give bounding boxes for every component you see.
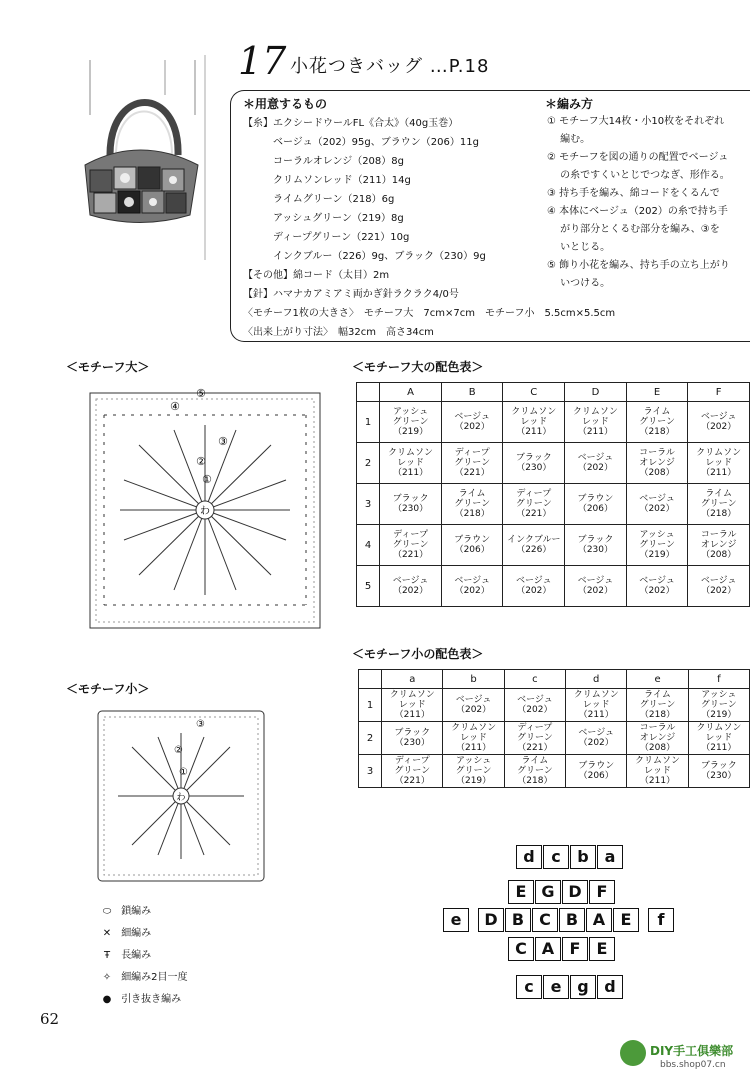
- layout-motif-cell: E: [589, 937, 615, 961]
- color-name: ブラック: [700, 761, 737, 771]
- round-label: ①: [202, 473, 212, 486]
- color-name: レッド: [705, 458, 733, 468]
- color-name: レッド: [644, 766, 671, 776]
- small-color-table: [358, 669, 750, 788]
- color-cell: [688, 484, 750, 525]
- color-code: （226）: [516, 545, 552, 555]
- color-code: （211）: [392, 468, 429, 478]
- ring-mark: わ: [176, 793, 186, 803]
- layout-motif-cell: F: [589, 880, 615, 904]
- row-header: 3: [357, 484, 380, 525]
- column-header: e: [627, 670, 688, 689]
- color-code: （202）: [454, 586, 490, 596]
- layout-motif-cell: F: [562, 937, 588, 961]
- color-cell: [626, 402, 688, 443]
- finished-size: 〈出来上がり寸法〉 幅32cm 高さ34cm: [243, 327, 434, 338]
- color-code: （219）: [701, 710, 737, 720]
- instruction-line: がり部分とくるむ部分を編み、③を: [547, 224, 720, 235]
- color-cell: [503, 443, 565, 484]
- layout-motif-cell: f: [648, 908, 674, 932]
- color-cell: [380, 525, 442, 566]
- layout-motif-cell: C: [532, 908, 558, 932]
- color-code: （221）: [394, 776, 430, 786]
- color-name: ライム: [458, 489, 486, 499]
- color-name: グリーン: [639, 700, 676, 710]
- color-code: （230）: [392, 504, 429, 514]
- color-name: アッシュ: [392, 407, 429, 417]
- color-cell: [443, 689, 504, 722]
- color-code: （230）: [701, 771, 737, 781]
- color-name: レッド: [582, 700, 610, 710]
- color-line: インクブルー（226）9g、ブラック（230）9g: [273, 251, 486, 262]
- color-cell: [443, 755, 504, 788]
- color-name: アッシュ: [455, 756, 492, 766]
- color-name: グリーン: [639, 417, 675, 427]
- color-cell: [441, 443, 503, 484]
- color-name: グリーン: [516, 766, 553, 776]
- color-line: コーラルオレンジ（208）8g: [273, 156, 404, 167]
- color-name: アッシュ: [701, 690, 737, 700]
- color-code: （211）: [701, 468, 737, 478]
- layout-motif-cell: d: [597, 975, 623, 999]
- color-cell: [380, 443, 442, 484]
- instruction-line: ④ 本体にベージュ（202）の糸で持ち手: [547, 206, 728, 217]
- color-cell: [688, 443, 750, 484]
- color-code: （202）: [578, 738, 614, 748]
- color-code: （219）: [455, 776, 492, 786]
- needle-line: 【針】ハマナカアミアミ両かぎ針ラクラク4/0号: [243, 289, 459, 300]
- color-code: （221）: [454, 468, 490, 478]
- page-title: 小花つきバッグ …P.18: [290, 56, 490, 77]
- instruction-line: ⑤ 飾り小花を編み、持ち手の立ち上がり: [547, 260, 730, 271]
- color-name: ライム: [705, 489, 733, 499]
- color-code: （218）: [639, 710, 676, 720]
- color-name: グリーン: [454, 499, 491, 509]
- yarn-line: 【糸】エクシードウールFL《合太》（40g玉巻）: [243, 118, 459, 129]
- layout-motif-cell: a: [597, 845, 623, 869]
- color-cell: [503, 566, 565, 607]
- materials-box: [230, 90, 750, 342]
- column-header: B: [441, 383, 503, 402]
- color-code: （211）: [578, 710, 614, 720]
- motif-small-label: ＜モチーフ小＞: [66, 682, 150, 696]
- round-label: ③: [218, 435, 228, 448]
- pattern-number: 17: [238, 39, 287, 83]
- color-code: （202）: [577, 586, 614, 596]
- color-line: クリムソンレッド（211）14g: [273, 175, 411, 186]
- column-header: b: [443, 670, 504, 689]
- color-code: （230）: [577, 545, 614, 555]
- color-cell: [441, 402, 503, 443]
- color-cell: [504, 689, 565, 722]
- watermark-title: DIY手工俱樂部: [650, 1044, 734, 1058]
- color-name: コーラル: [639, 448, 675, 458]
- color-code: （211）: [577, 427, 614, 437]
- color-line: ライムグリーン（218）6g: [273, 194, 395, 205]
- color-code: （202）: [516, 586, 552, 596]
- table-corner: [357, 383, 380, 402]
- layout-motif-cell: c: [543, 845, 569, 869]
- color-cell: [688, 722, 749, 755]
- color-name: グリーン: [454, 458, 491, 468]
- color-name: クリムソン: [635, 756, 681, 766]
- color-name: ディープ: [517, 723, 553, 733]
- legend-item: [96, 968, 188, 983]
- color-code: （219）: [392, 427, 429, 437]
- color-cell: [626, 525, 688, 566]
- color-name: ベージュ: [700, 576, 737, 586]
- double-crochet-icon: Ŧ: [103, 950, 111, 961]
- color-code: （230）: [516, 463, 552, 473]
- color-name: グリーン: [516, 733, 553, 743]
- motif-large-label: ＜モチーフ大＞: [66, 360, 150, 374]
- instruction-line: の糸ですくいとじでつなぎ、形作る。: [547, 170, 730, 181]
- legend-item: [96, 902, 151, 917]
- color-name: ディープ: [394, 756, 430, 766]
- color-name: インクブルー: [507, 535, 561, 545]
- legend-label: 引き抜き編み: [121, 994, 182, 1005]
- color-name: クリムソン: [511, 407, 557, 417]
- table-corner: [359, 670, 382, 689]
- page-number: 62: [40, 1010, 60, 1028]
- color-cell: [565, 484, 627, 525]
- color-name: ベージュ: [577, 576, 614, 586]
- column-header: d: [566, 670, 627, 689]
- legend-item: [96, 924, 151, 939]
- column-header: E: [626, 383, 688, 402]
- color-cell: [566, 755, 627, 788]
- color-cell: [380, 566, 442, 607]
- color-cell: [382, 689, 443, 722]
- legend-item: [96, 990, 181, 1005]
- layout-motif-cell: A: [535, 937, 561, 961]
- color-cell: [627, 722, 688, 755]
- color-name: ブラウン: [578, 761, 615, 771]
- color-code: （202）: [701, 422, 737, 432]
- round-label: ②: [174, 745, 183, 756]
- color-cell: [626, 443, 688, 484]
- motif-small-chart: [92, 705, 272, 890]
- color-code: （206）: [577, 504, 614, 514]
- color-code: （211）: [455, 743, 492, 753]
- color-name: オレンジ: [639, 733, 676, 743]
- color-code: （211）: [516, 427, 552, 437]
- legend-item: [96, 946, 151, 961]
- instruction-line: ③ 持ち手を編み、綿コードをくるんで: [547, 188, 720, 199]
- color-code: （208）: [701, 550, 737, 560]
- color-cell: [565, 525, 627, 566]
- color-name: レッド: [460, 733, 488, 743]
- layout-motif-cell: D: [478, 908, 504, 932]
- ring-mark: わ: [200, 506, 210, 517]
- color-name: ベージュ: [700, 412, 737, 422]
- color-code: （219）: [639, 550, 675, 560]
- color-cell: [441, 566, 503, 607]
- legend-label: 細編み2目一度: [121, 972, 188, 983]
- bag-photo: [70, 55, 215, 260]
- color-cell: [627, 689, 688, 722]
- color-name: ベージュ: [392, 576, 429, 586]
- column-header: D: [565, 383, 627, 402]
- color-name: コーラル: [639, 723, 676, 733]
- row-header: 2: [357, 443, 380, 484]
- layout-motif-cell: g: [570, 975, 596, 999]
- color-name: ブラック: [394, 728, 431, 738]
- color-name: オレンジ: [700, 540, 737, 550]
- color-name: ブラック: [392, 494, 429, 504]
- color-cell: [382, 722, 443, 755]
- color-code: （202）: [639, 586, 675, 596]
- layout-motif-cell: A: [586, 908, 612, 932]
- color-name: ブラウン: [577, 494, 614, 504]
- color-name: クリムソン: [696, 448, 742, 458]
- color-code: （206）: [578, 771, 614, 781]
- color-code: （206）: [454, 545, 490, 555]
- color-name: クリムソン: [572, 407, 618, 417]
- layout-motif-cell: D: [562, 880, 588, 904]
- round-label: ④: [170, 400, 180, 413]
- color-code: （218）: [454, 509, 490, 519]
- round-label: ③: [196, 719, 205, 730]
- layout-motif-cell: d: [516, 845, 542, 869]
- color-code: （218）: [701, 509, 737, 519]
- color-name: クリムソン: [388, 448, 434, 458]
- color-name: レッド: [705, 733, 733, 743]
- color-code: （208）: [639, 468, 675, 478]
- column-header: a: [382, 670, 443, 689]
- color-name: レッド: [520, 417, 548, 427]
- color-name: ベージュ: [455, 695, 492, 705]
- color-line: アッシュグリーン（219）8g: [273, 213, 404, 224]
- color-cell: [443, 722, 504, 755]
- color-code: （202）: [392, 586, 429, 596]
- layout-motif-cell: b: [570, 845, 596, 869]
- color-name: ブラック: [577, 535, 614, 545]
- watermark-logo-icon: [620, 1040, 646, 1066]
- layout-motif-cell: G: [535, 880, 561, 904]
- color-name: ベージュ: [639, 576, 675, 586]
- color-cell: [627, 755, 688, 788]
- row-header: 2: [359, 722, 382, 755]
- color-name: レッド: [398, 700, 426, 710]
- color-name: グリーン: [700, 700, 737, 710]
- color-cell: [565, 566, 627, 607]
- instruction-line: いつける。: [547, 278, 611, 289]
- color-code: （218）: [517, 776, 553, 786]
- color-cell: [688, 402, 750, 443]
- color-cell: [626, 566, 688, 607]
- color-name: ライム: [644, 690, 671, 700]
- color-cell: [688, 525, 750, 566]
- color-name: クリムソン: [451, 723, 497, 733]
- layout-motif-cell: B: [505, 908, 531, 932]
- instruction-line: ① モチーフ大14枚・小10枚をそれぞれ: [547, 116, 725, 127]
- color-code: （202）: [577, 463, 614, 473]
- color-name: グリーン: [639, 540, 675, 550]
- column-header: c: [504, 670, 565, 689]
- color-code: （211）: [639, 776, 676, 786]
- color-name: グリーン: [392, 540, 429, 550]
- watermark: [620, 1040, 746, 1080]
- row-header: 1: [357, 402, 380, 443]
- motif-size: 〈モチーフ1枚の大きさ〉 モチーフ大 7cm×7cm モチーフ小 5.5cm×5.5cm: [243, 308, 616, 319]
- color-cell: [380, 484, 442, 525]
- row-header: 1: [359, 689, 382, 722]
- color-name: レッド: [581, 417, 609, 427]
- color-code: （221）: [392, 550, 429, 560]
- color-name: ブラック: [515, 453, 552, 463]
- color-cell: [566, 722, 627, 755]
- column-header: f: [688, 670, 749, 689]
- large-color-table: [356, 382, 750, 607]
- single-crochet-icon: ✕: [102, 928, 112, 939]
- column-header: F: [688, 383, 750, 402]
- color-name: ディープ: [516, 489, 552, 499]
- color-cell: [382, 755, 443, 788]
- color-cell: [504, 722, 565, 755]
- legend-label: 鎖編み: [121, 906, 152, 917]
- color-code: （221）: [516, 509, 552, 519]
- color-name: グリーン: [455, 766, 492, 776]
- large-table-label: ＜モチーフ大の配色表＞: [352, 360, 484, 374]
- color-code: （218）: [639, 427, 675, 437]
- color-line: ディープグリーン（221）10g: [273, 232, 410, 243]
- layout-motif-cell: B: [559, 908, 585, 932]
- color-cell: [688, 689, 749, 722]
- color-name: ベージュ: [578, 728, 615, 738]
- row-header: 3: [359, 755, 382, 788]
- color-name: グリーン: [392, 417, 429, 427]
- color-name: グリーン: [700, 499, 737, 509]
- color-name: レッド: [397, 458, 424, 468]
- instructions-heading: ＊編み方: [545, 97, 594, 111]
- color-cell: [626, 484, 688, 525]
- color-name: アッシュ: [639, 530, 675, 540]
- round-label: ①: [179, 767, 188, 778]
- color-code: （211）: [701, 743, 737, 753]
- slip-stitch-icon: ●: [102, 994, 112, 1005]
- round-label: ⑤: [196, 387, 206, 400]
- color-cell: [688, 566, 750, 607]
- color-name: コーラル: [700, 530, 737, 540]
- color-name: ベージュ: [454, 412, 490, 422]
- color-code: （202）: [455, 705, 492, 715]
- other-materials: 【その他】綿コード（太目）2m: [243, 270, 390, 281]
- color-name: クリムソン: [573, 690, 619, 700]
- layout-motif-cell: c: [516, 975, 542, 999]
- row-header: 4: [357, 525, 380, 566]
- instruction-line: 編む。: [547, 134, 591, 145]
- instruction-line: いとじる。: [547, 242, 611, 253]
- color-name: ディープ: [393, 530, 428, 540]
- layout-motif-cell: C: [508, 937, 534, 961]
- color-name: オレンジ: [639, 458, 675, 468]
- color-cell: [504, 755, 565, 788]
- color-cell: [565, 443, 627, 484]
- color-code: （202）: [701, 586, 737, 596]
- chain-stitch-icon: ⬭: [102, 906, 112, 917]
- color-name: クリムソン: [696, 723, 742, 733]
- color-name: グリーン: [394, 766, 431, 776]
- color-cell: [565, 402, 627, 443]
- sc2tog-icon: ✧: [102, 972, 112, 983]
- color-name: クリムソン: [389, 690, 435, 700]
- color-name: ライム: [643, 407, 671, 417]
- color-cell: [566, 689, 627, 722]
- instruction-line: ② モチーフを図の通りの配置でベージュ: [547, 152, 729, 163]
- color-name: グリーン: [515, 499, 552, 509]
- color-cell: [503, 525, 565, 566]
- color-name: ライム: [521, 756, 549, 766]
- color-code: （208）: [639, 743, 676, 753]
- materials-heading: ＊用意するもの: [243, 97, 328, 111]
- color-code: （202）: [517, 705, 553, 715]
- color-code: （202）: [454, 422, 490, 432]
- color-code: （202）: [639, 504, 675, 514]
- row-header: 5: [357, 566, 380, 607]
- column-header: A: [380, 383, 442, 402]
- color-code: （211）: [394, 710, 430, 720]
- color-cell: [441, 525, 503, 566]
- color-cell: [441, 484, 503, 525]
- legend-label: 長編み: [121, 950, 152, 961]
- legend-label: 細編み: [121, 928, 152, 939]
- color-name: ベージュ: [515, 576, 552, 586]
- color-name: ベージュ: [639, 494, 675, 504]
- color-name: ディープ: [454, 448, 490, 458]
- motif-large-chart: [84, 385, 329, 635]
- color-cell: [688, 755, 749, 788]
- color-cell: [503, 484, 565, 525]
- color-name: ベージュ: [517, 695, 553, 705]
- round-label: ②: [196, 455, 206, 468]
- color-cell: [503, 402, 565, 443]
- layout-motif-cell: e: [543, 975, 569, 999]
- column-header: C: [503, 383, 565, 402]
- color-cell: [380, 402, 442, 443]
- watermark-url: bbs.shop07.cn: [660, 1060, 726, 1070]
- color-code: （230）: [394, 738, 430, 748]
- layout-motif-cell: E: [508, 880, 534, 904]
- color-code: （221）: [517, 743, 553, 753]
- color-name: ベージュ: [577, 453, 614, 463]
- color-line: ベージュ（202）95g、ブラウン（206）11g: [273, 137, 479, 148]
- color-name: ベージュ: [454, 576, 490, 586]
- layout-motif-cell: E: [613, 908, 639, 932]
- color-name: ブラウン: [454, 535, 491, 545]
- small-table-label: ＜モチーフ小の配色表＞: [352, 647, 484, 661]
- layout-motif-cell: e: [443, 908, 469, 932]
